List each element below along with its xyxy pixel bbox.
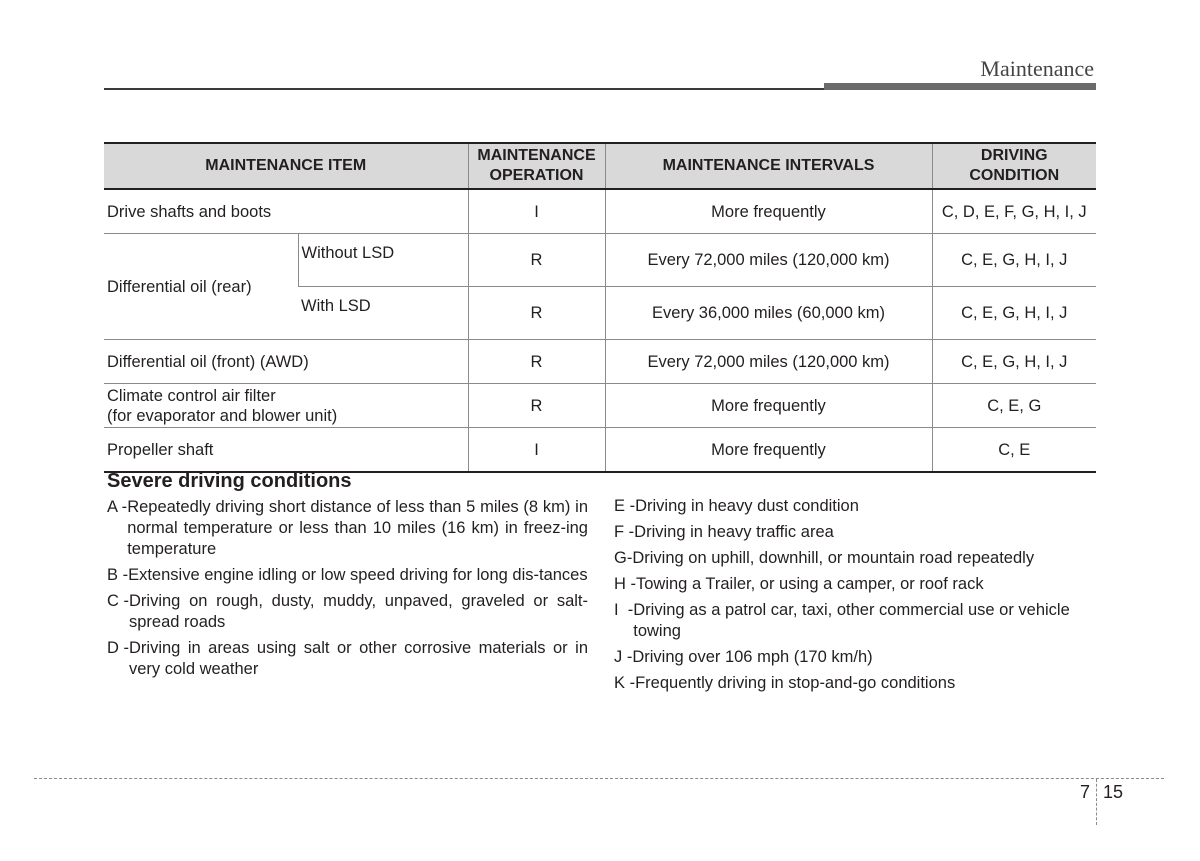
table-row [104,384,1096,428]
condition-text: Driving over 106 mph (170 km/h) [632,648,873,666]
severe-conditions-right-list [614,496,1100,699]
condition-text: Driving in heavy traffic area [634,523,834,541]
interval-cell: Every 36,000 miles (60,000 km) [605,287,932,340]
interval-cell: More frequently [605,428,932,473]
condition-code: I - [614,601,634,619]
item-line2: (for evaporator and blower unit) [107,406,338,425]
header-condition-line1: DRIVING [980,147,1048,164]
condition-item-b [107,565,588,586]
condition-item-i [614,600,1100,642]
header-operation-line2: OPERATION [489,167,584,184]
severe-conditions-title: Severe driving conditions [107,470,352,492]
condition-code: H - [614,575,636,593]
header-driving-condition [932,143,1096,189]
condition-cell: C, E, G [932,384,1096,428]
item-cell: Propeller shaft [104,428,468,473]
condition-item-e [614,496,1100,517]
operation-cell: R [468,287,605,340]
header-rule-thin [104,88,824,90]
condition-cell: C, D, E, F, G, H, I, J [932,189,1096,234]
condition-code: J - [614,648,633,666]
operation-cell: R [468,340,605,384]
table-row [104,234,1096,287]
sub-item-cell: Without LSD [298,234,468,287]
interval-cell: More frequently [605,189,932,234]
operation-cell: R [468,234,605,287]
condition-text: Towing a Trailer, or using a camper, or roof rack [636,575,984,593]
condition-text: Extensive engine idling or low speed driving for long dis-tances [128,566,588,584]
header-maintenance-item: MAINTENANCE ITEM [104,143,468,189]
header-condition-line2: CONDITION [969,167,1060,184]
condition-text: Driving as a patrol car, taxi, other commercial use or vehicle towing [633,601,1070,640]
footer-dashed-rule [34,778,1164,779]
operation-cell: I [468,189,605,234]
interval-cell: Every 72,000 miles (120,000 km) [605,234,932,287]
condition-item-j [614,647,1100,668]
header-operation-line1: MAINTENANCE [477,147,596,164]
condition-code: C - [107,592,129,610]
page-header-title: Maintenance [980,56,1094,81]
page-number: 15 [1103,782,1124,802]
condition-text: Repeatedly driving short distance of less than 5 miles (8 km) in normal temperature or less than 10 miles (16 km) in freez-ing temperature [127,498,588,558]
condition-text: Driving in heavy dust condition [635,497,859,515]
condition-item-h [614,574,1100,595]
maintenance-table [104,142,1096,473]
severe-conditions-left-list [107,497,588,685]
condition-item-a [107,497,588,560]
item-cell: Differential oil (front) (AWD) [104,340,468,384]
condition-code: E - [614,497,636,515]
condition-item-f [614,522,1100,543]
condition-cell: C, E, G, H, I, J [932,234,1096,287]
page-chapter-number: 7 [1080,782,1091,802]
header-maintenance-operation [468,143,605,189]
interval-cell: Every 72,000 miles (120,000 km) [605,340,932,384]
interval-cell: More frequently [605,384,932,428]
condition-item-c [107,591,588,633]
condition-item-g [614,548,1100,569]
table-row [104,428,1096,473]
item-cell: Drive shafts and boots [104,189,468,234]
condition-code: K - [614,674,636,692]
item-cell [104,384,468,428]
header-rule-thick [824,83,1096,90]
condition-text: Frequently driving in stop-and-go conditions [635,674,956,692]
footer-page-divider [1096,779,1097,825]
sub-item-cell: With LSD [298,287,468,340]
operation-cell: R [468,384,605,428]
condition-text: Driving on rough, dusty, muddy, unpaved, graveled or salt-spread roads [129,592,588,631]
condition-code: F - [614,523,635,541]
condition-cell: C, E, G, H, I, J [932,287,1096,340]
condition-text: Driving on uphill, downhill, or mountain road repeatedly [632,549,1035,567]
condition-code: B - [107,566,129,584]
condition-item-d [107,638,588,680]
condition-code: G- [614,549,633,567]
condition-cell: C, E [932,428,1096,473]
operation-cell: I [468,428,605,473]
table-row [104,189,1096,234]
item-cell: Differential oil (rear) [104,234,298,340]
condition-text: Driving in areas using salt or other corrosive materials or in very cold weather [129,639,588,678]
condition-code: D - [107,639,129,657]
table-header-row [104,143,1096,189]
condition-code: A - [107,498,128,516]
item-line1: Climate control air filter [107,386,276,405]
header-maintenance-intervals: MAINTENANCE INTERVALS [605,143,932,189]
condition-cell: C, E, G, H, I, J [932,340,1096,384]
table-row [104,340,1096,384]
condition-item-k [614,673,1100,694]
